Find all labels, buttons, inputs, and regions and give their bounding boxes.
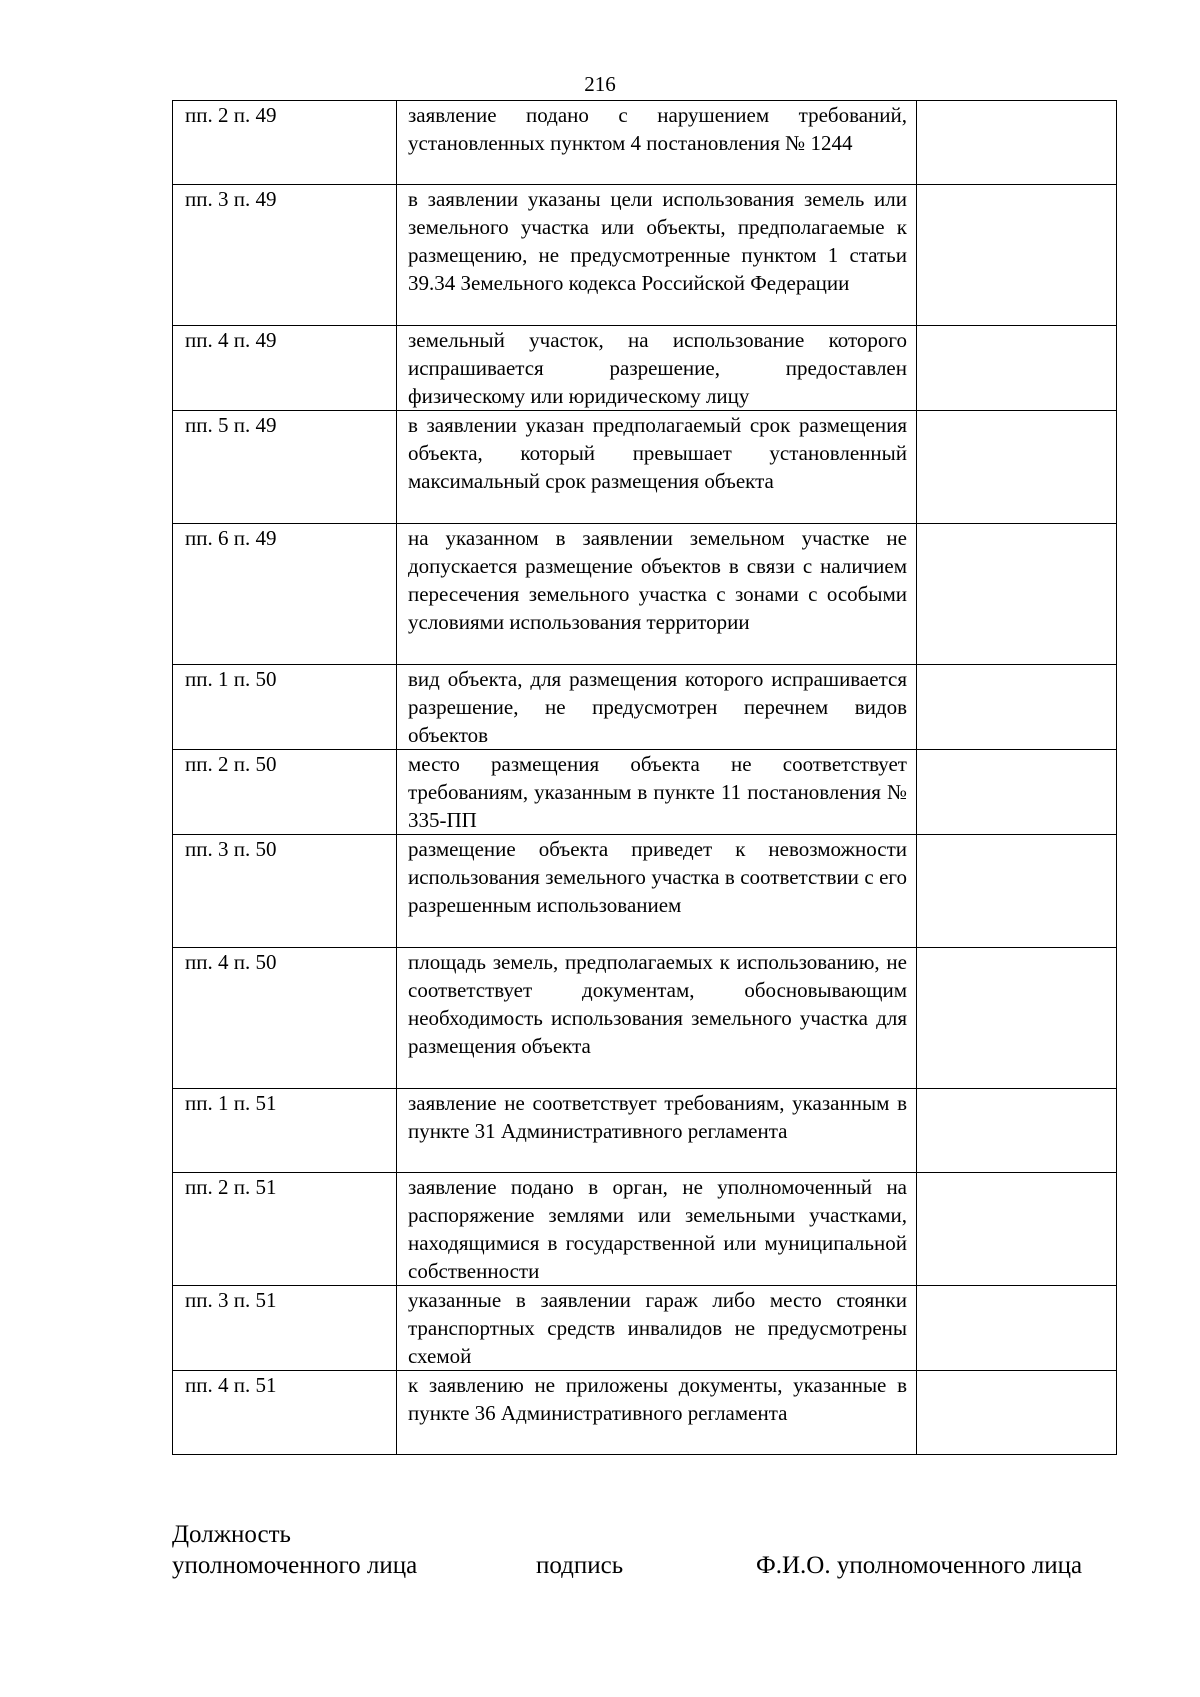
row-empty-cell (917, 1286, 1117, 1371)
table-row (173, 948, 1117, 1089)
row-empty-cell (917, 835, 1117, 948)
table-row (173, 326, 1117, 411)
signature-label: подпись (536, 1552, 624, 1579)
grounds-table (172, 100, 1117, 1455)
table-row (173, 1173, 1117, 1286)
row-empty-cell (917, 750, 1117, 835)
position-label: Должность (172, 1521, 291, 1548)
table-row (173, 1371, 1117, 1455)
row-empty-cell (917, 1173, 1117, 1286)
row-reference: пп. 3 п. 51 (173, 1286, 397, 1371)
row-reference: пп. 4 п. 50 (173, 948, 397, 1089)
row-reference: пп. 3 п. 50 (173, 835, 397, 948)
row-reference: пп. 2 п. 51 (173, 1173, 397, 1286)
row-reference: пп. 2 п. 50 (173, 750, 397, 835)
table-row (173, 411, 1117, 524)
row-description: место размещения объекта не соответствует требованиям, указанным в пункте 11 постановления № 335-ПП (397, 750, 917, 835)
table-row (173, 1089, 1117, 1173)
row-empty-cell (917, 665, 1117, 750)
row-description: площадь земель, предполагаемых к использованию, не соответствует документам, обосновывающим необходимость использования земельного участка для размещения объекта (397, 948, 917, 1089)
table-row (173, 185, 1117, 326)
row-reference: пп. 6 п. 49 (173, 524, 397, 665)
position-label-line2: уполномоченного лица (172, 1552, 418, 1579)
row-description: на указанном в заявлении земельном участке не допускается размещение объектов в связи с наличием пересечения земельного участка с зонами с особыми условиями использования территории (397, 524, 917, 665)
table-row (173, 665, 1117, 750)
row-reference: пп. 5 п. 49 (173, 411, 397, 524)
row-reference: пп. 3 п. 49 (173, 185, 397, 326)
table-row (173, 750, 1117, 835)
row-description: заявление подано в орган, не уполномоченный на распоряжение землями или земельными участками, находящимися в государственной или муниципальной собственности (397, 1173, 917, 1286)
row-description: земельный участок, на использование которого испрашивается разрешение, предоставлен физическому или юридическому лицу (397, 326, 917, 411)
row-empty-cell (917, 524, 1117, 665)
page-number: 216 (584, 72, 616, 96)
table-body (173, 101, 1117, 1455)
row-reference: пп. 1 п. 50 (173, 665, 397, 750)
row-reference: пп. 4 п. 49 (173, 326, 397, 411)
row-description: вид объекта, для размещения которого испрашивается разрешение, не предусмотрен перечнем видов объектов (397, 665, 917, 750)
row-reference: пп. 4 п. 51 (173, 1371, 397, 1455)
row-empty-cell (917, 1089, 1117, 1173)
row-empty-cell (917, 185, 1117, 326)
row-reference: пп. 2 п. 49 (173, 101, 397, 185)
row-empty-cell (917, 101, 1117, 185)
table-row (173, 1286, 1117, 1371)
table-row (173, 524, 1117, 665)
row-description: заявление подано с нарушением требований, установленных пунктом 4 постановления № 1244 (397, 101, 917, 185)
row-empty-cell (917, 411, 1117, 524)
row-description: заявление не соответствует требованиям, указанным в пункте 31 Административного регламента (397, 1089, 917, 1173)
row-empty-cell (917, 948, 1117, 1089)
name-label: Ф.И.О. уполномоченного лица (756, 1552, 1083, 1579)
table-row (173, 835, 1117, 948)
row-reference: пп. 1 п. 51 (173, 1089, 397, 1173)
row-description: указанные в заявлении гараж либо место стоянки транспортных средств инвалидов не предусмотрены схемой (397, 1286, 917, 1371)
row-description: в заявлении указан предполагаемый срок размещения объекта, который превышает установленный максимальный срок размещения объекта (397, 411, 917, 524)
row-empty-cell (917, 1371, 1117, 1455)
row-description: к заявлению не приложены документы, указанные в пункте 36 Административного регламента (397, 1371, 917, 1455)
row-empty-cell (917, 326, 1117, 411)
row-description: в заявлении указаны цели использования земель или земельного участка или объекты, предполагаемые к размещению, не предусмотренные пунктом 1 статьи 39.34 Земельного кодекса Российской Федерации (397, 185, 917, 326)
row-description: размещение объекта приведет к невозможности использования земельного участка в соответствии с его разрешенным использованием (397, 835, 917, 948)
table-row (173, 101, 1117, 185)
